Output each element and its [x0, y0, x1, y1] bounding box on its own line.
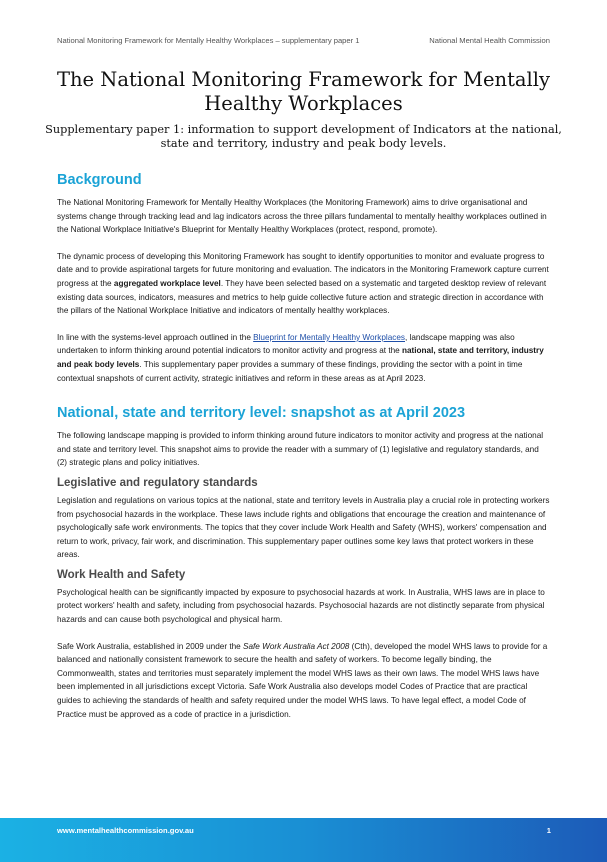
running-header-left: National Monitoring Framework for Mentally Healthy Workplaces – supplementary paper 1	[57, 36, 360, 45]
document-subtitle: Supplementary paper 1: information to support development of Indicators at the national, state and territory, industry and peak body levels.	[45, 123, 562, 150]
national-heading: National, state and territory level: snapshot as at April 2023	[57, 405, 466, 422]
whs-p2-text-a: Safe Work Australia, established in 2009 under the	[57, 641, 244, 651]
legislative-heading: Legislative and regulatory standards	[57, 476, 258, 489]
whs-paragraph-2	[57, 640, 550, 722]
bg-p2-bold: aggregated workplace level	[113, 278, 221, 288]
legislative-paragraph-1: Legislation and regulations on various topics at the national, state and territory levels in Australia play a crucial role in protecting workers from psychosocial hazards in the workplace. These laws include rights and obligations that encourage the creation and maintenance of psychologically safe work environments. The topics that they cover include Work Health and Safety (WHS), workers' compensation and return to work, privacy, fair work, and discrimination. This supplementary paper outlines some key laws that protect workers in these areas.	[57, 495, 550, 560]
background-paragraph-1: The National Monitoring Framework for Mentally Healthy Workplaces (the Monitoring Framework) aims to drive organisational and systems change through tracking lead and lag indicators across the three pillars fundamental to mentally healthy workplaces outlined in the National Workplace Initiative's Blueprint for Mentally Healthy Workplaces (protect, respond, promote).	[57, 198, 547, 235]
whs-p2-italic: Safe Work Australia Act 2008	[243, 641, 350, 651]
blueprint-link[interactable]: Blueprint for Mentally Healthy Workplaces	[253, 332, 405, 342]
whs-p2-text-c: (Cth), developed the model WHS laws to provide for a balanced and nationally consistent framework to secure the health and safety of workers. To become legally binding, the Commonwealth, states and territories must separately implement the model WHS laws as their own laws. The model WHS laws have been implemented in all jurisdictions except Victoria. Safe Work Australia also develops model Codes of Practice that are practical guides to achieving the standards of health and safety required under the model WHS laws. To have legal effect, a model Code of Practice must be approved as a code of practice in a jurisdiction.	[57, 641, 548, 719]
running-header-right: National Mental Health Commission	[429, 36, 550, 45]
bg-p3-bold: national, state and territory, industry and peak body levels	[57, 346, 544, 369]
background-paragraph-2	[57, 250, 550, 318]
footer-url[interactable]: www.mentalhealthcommission.gov.au	[57, 826, 194, 835]
document-title: The National Monitoring Framework for Mentally Healthy Workplaces	[56, 68, 551, 115]
bg-p3-text-b: , landscape mapping was also undertaken to inform thinking around potential indicators to monitor activity and progress at the	[57, 332, 515, 356]
background-heading: Background	[57, 172, 142, 188]
whs-paragraph-1: Psychological health can be significantly impacted by exposure to psychosocial hazards at work. In Australia, WHS laws are in place to protect workers' health and safety, including from psychosocial hazards. Psychosocial hazards are not distinctly separate from physical hazards and can cause both psychological and physical harm.	[57, 587, 545, 625]
bg-p2-text-c: . They have been selected based on a systematic and targeted desktop review of relevant existing data sources, indicators, measures and metrics to help guide collective future action and strategic direction in accordance with the pillars of the National Workplace Initiative and indicators of mentally healthy workplaces.	[57, 278, 547, 316]
page-number: 1	[546, 826, 551, 835]
footer-bar	[0, 818, 607, 862]
bg-p3-text-d: . This supplementary paper provides a summary of these findings, providing the sector with a point in time contextual snapshots of current activity, strategic initiatives and reform in these areas as at April 2023.	[57, 359, 523, 383]
document-body	[57, 170, 550, 721]
national-paragraph-1: The following landscape mapping is provided to inform thinking around future indicators to monitor activity and progress at the national and state and territory level. This snapshot aims to provide the reader with a summary of (1) legislative and regulatory standards, and (2) strategic plans and policy initiatives.	[57, 431, 544, 468]
bg-p3-text-a: In line with the systems-level approach outlined in the	[57, 332, 254, 342]
whs-heading: Work Health and Safety	[57, 568, 186, 581]
background-paragraph-3	[57, 331, 550, 385]
bg-p2-text-a: The dynamic process of developing this Monitoring Framework has sought to identify opportunities to monitor and evaluate progress to date and to provide aspirational targets for future monitoring and evaluation. The indicators in the Monitoring Framework capture current progress at the	[57, 251, 549, 288]
running-header	[57, 36, 550, 45]
